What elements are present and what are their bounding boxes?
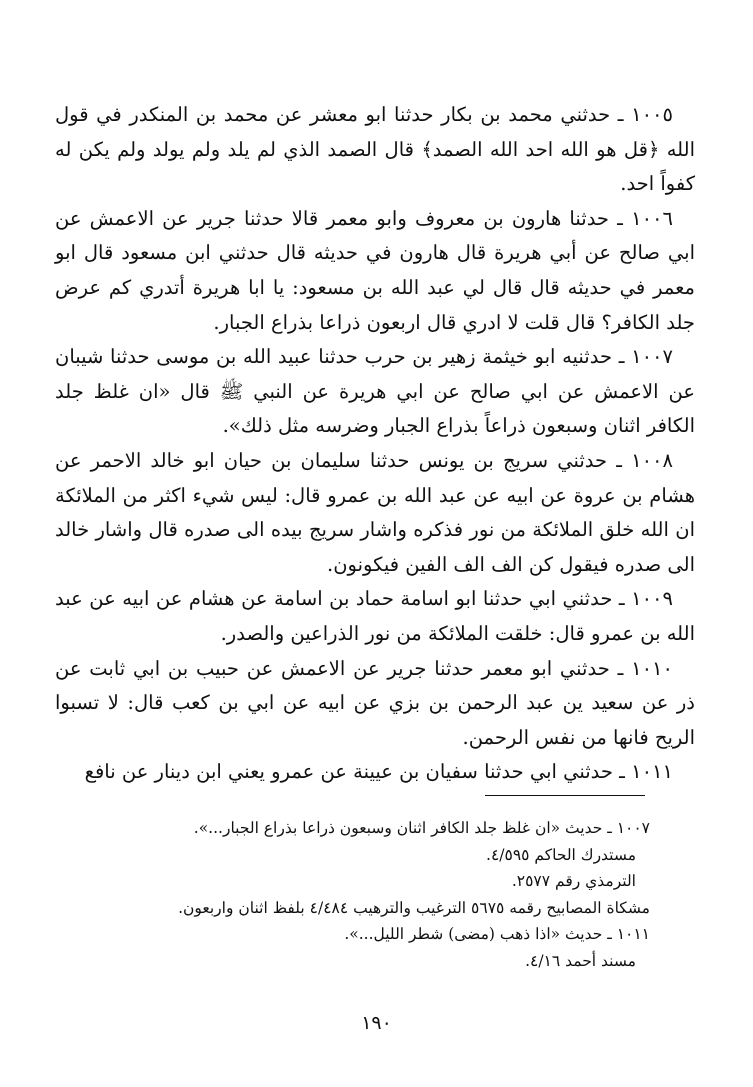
footnotes: [95, 815, 650, 974]
footnote-source: مشكاة المصابيح رقمه ٥٦٧٥ الترغيب والترهيب ٤/٤٨٤ بلفظ اثنان واربعون.: [178, 898, 650, 917]
footnote-1011-title: ١٠١١ ـ حديث «اذا ذهب (مضى) شطر الليل...».: [344, 925, 650, 943]
hadith-paragraph-1011: ١٠١١ ـ حدثني ابي حدثنا سفيان بن عيينة عن عمرو يعني ابن دينار عن نافع: [84, 760, 673, 784]
footnote-divider: [485, 795, 645, 796]
hadith-paragraph-1008: ١٠٠٨ ـ حدثني سريج بن يونس حدثنا سليمان بن حيان ابو خالد الاحمر عن هشام بن عروة عن ابيه عن عبد الله بن عمرو قال: ليس شيء اكثر من الملائكة ان الله خلق الملائكة من نور فذكره واشار سريج بيده الى صدره قال واشار خالد الى صدره فيقول كن الف الف الفين فيكونون.: [55, 448, 695, 576]
hadith-paragraph-1009: ١٠٠٩ ـ حدثني ابي حدثنا ابو اسامة حماد بن اسامة عن هشام عن ابيه عن عبد الله بن عمرو قال: خلقت الملائكة من نور الذراعين والصدر.: [55, 587, 695, 645]
hadith-paragraph-1005: ١٠٠٥ ـ حدثني محمد بن بكار حدثنا ابو معشر عن محمد بن المنكدر في قول الله ﴿قل هو الله احد الله الصمد﴾ قال الصمد الذي لم يلد ولم يولد ولم يكن له كفواً احد.: [55, 103, 695, 196]
hadith-paragraph-1010: ١٠١٠ ـ حدثني ابو معمر حدثنا جرير عن الاعمش عن حبيب بن ابي ثابت عن ذر عن سعيد ين عبد الرحمن بن بزي عن ابيه عن ابي بن كعب قال: لا تسبوا الريح فانها من نفس الرحمن.: [55, 656, 695, 749]
page-number: ١٩٠: [361, 1012, 392, 1034]
footnote-source: مستدرك الحاكم ٤/٥٩٥.: [486, 845, 636, 864]
footnote-1007-title: ١٠٠٧ ـ حديث «ان غلظ جلد الكافر اثنان وسبعون ذراعا بذراع الجبار...».: [193, 819, 650, 837]
main-text: [55, 98, 695, 790]
footnote-source: الترمذي رقم ٢٥٧٧.: [511, 872, 636, 890]
hadith-paragraph-1006: ١٠٠٦ ـ حدثنا هارون بن معروف وابو معمر قالا حدثنا جرير عن الاعمش عن ابي صالح عن أبي هريرة قال هارون في حديثه قال حدثني ابن مسعود قال ابو معمر في حديثه قال قال لي عبد الله بن مسعود: يا ابا هريرة أتدري كم عرض جلد الكافر؟ قال قلت لا ادري قال اربعون ذراعا بذراع الجبار.: [55, 206, 695, 334]
footnote-source: مسند أحمد ٤/١٦.: [525, 951, 636, 970]
hadith-paragraph-1007: ١٠٠٧ ـ حدثنيه ابو خيثمة زهير بن حرب حدثنا عبيد الله بن موسى حدثنا شيبان عن الاعمش عن ابي صالح عن ابي هريرة عن النبي ﷺ قال «ان غلظ جلد الكافر اثنان وسبعون ذراعاً بذراع الجبار وضرسه مثل ذلك».: [55, 345, 695, 438]
